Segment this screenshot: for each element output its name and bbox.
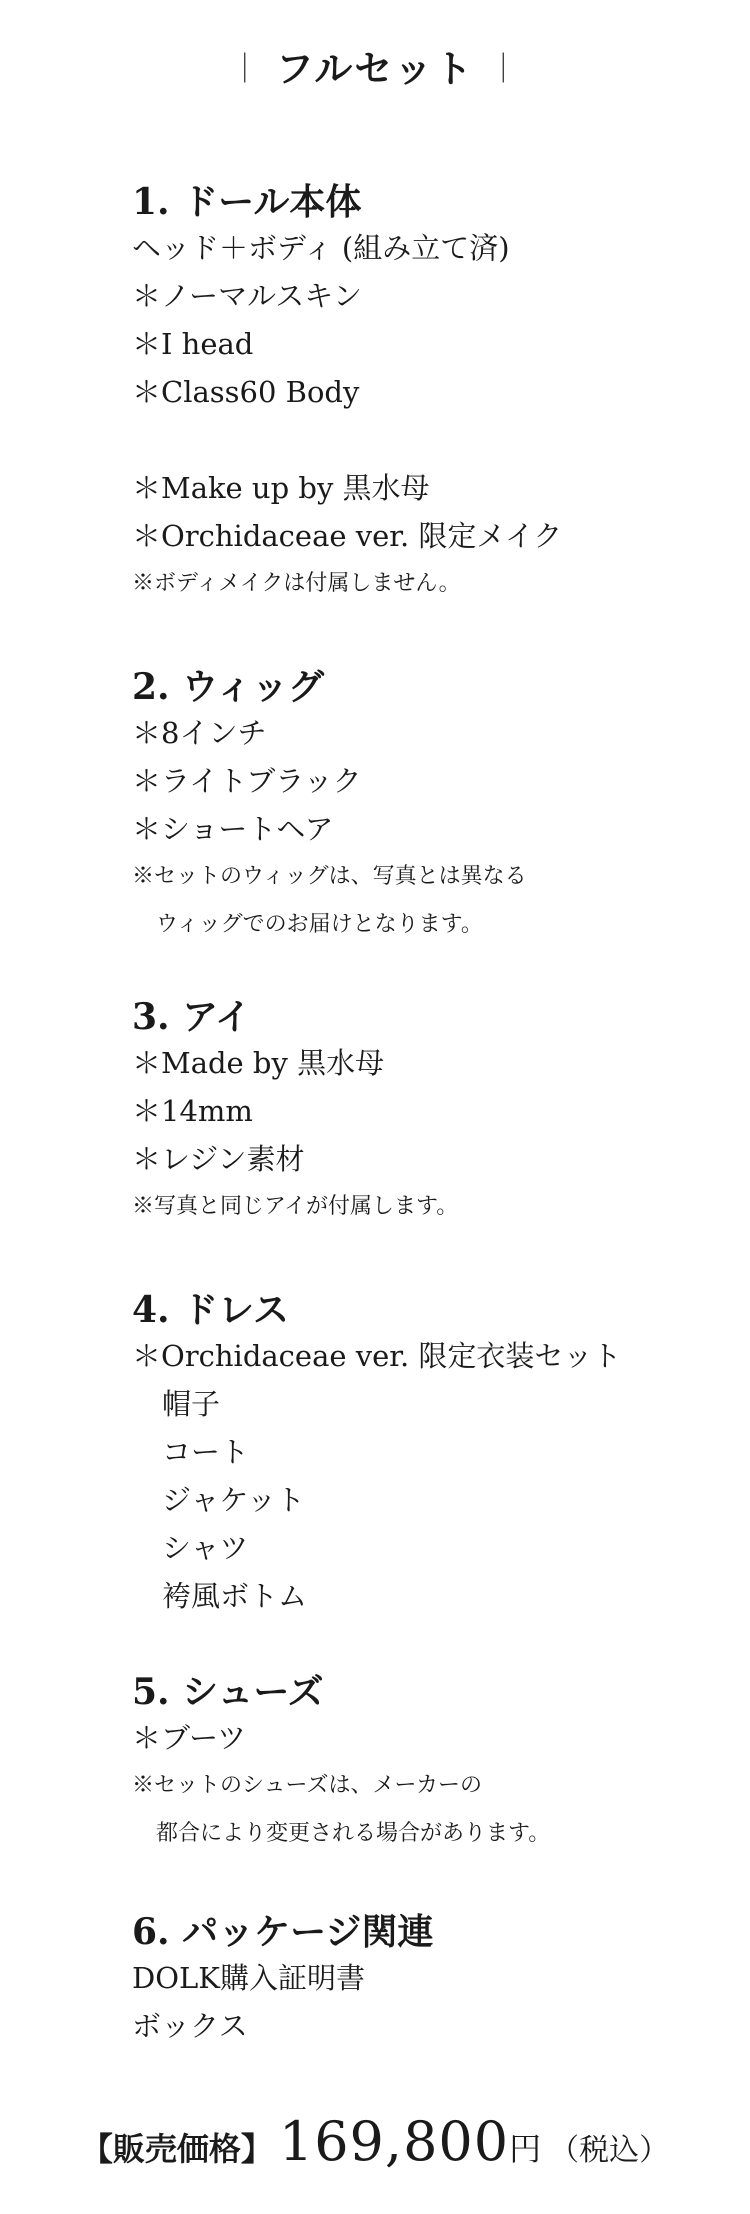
section-heading: 6. パッケージ関連 [132, 1911, 434, 1953]
spec-line: シャツ [162, 1531, 249, 1565]
price-currency: 円 [509, 2130, 542, 2168]
spec-line: 帽子 [162, 1387, 221, 1421]
spec-note: ウィッグでのお届けとなります。 [156, 912, 483, 937]
spec-note: ※写真と同じアイが付属します。 [132, 1194, 459, 1219]
section-shoes [132, 1670, 550, 1858]
spec-line: コート [162, 1435, 250, 1469]
spec-line: ボックス [132, 2009, 248, 2043]
title-bar-right: ｜ [488, 52, 521, 87]
spacer [132, 416, 562, 464]
section-heading: 4. ドレス [132, 1289, 290, 1331]
spec-note: 都合により変更される場合があります。 [156, 1821, 551, 1846]
spec-line: ヘッド＋ボディ (組み立て済) [132, 231, 510, 265]
spec-line: ＊8インチ [132, 716, 267, 750]
section-wig [132, 665, 527, 949]
spec-note: ※セットのシューズは、メーカーの [132, 1773, 483, 1798]
spec-line: ＊ブーツ [132, 1721, 246, 1755]
section-doll-body [132, 180, 562, 608]
section-heading: 3. アイ [132, 996, 251, 1038]
spec-note: ※セットのウィッグは、写真とは異なる [132, 864, 527, 889]
spec-line: ＊Orchidaceae ver. 限定衣装セット [132, 1339, 622, 1373]
price-block [0, 2110, 750, 2173]
spec-line: ＊Made by 黒水母 [132, 1046, 385, 1080]
spec-note: ※ボディメイクは付属しません。 [132, 571, 461, 596]
section-dress [132, 1288, 621, 1620]
spec-line: ＊ノーマルスキン [132, 279, 362, 313]
section-heading: 1. ドール本体 [132, 181, 362, 223]
spec-line: 袴風ボトム [162, 1579, 308, 1613]
spec-line: ＊ショートヘア [132, 812, 334, 846]
price-label: 【販売価格】 [80, 2130, 273, 2168]
spec-line: ジャケット [162, 1483, 305, 1517]
spec-line: ＊14mm [132, 1094, 253, 1128]
section-heading: 2. ウィッグ [132, 666, 324, 708]
page-title [0, 38, 750, 93]
spec-line: ＊I head [132, 327, 254, 361]
section-eyes [132, 995, 458, 1231]
spec-line: DOLK購入証明書 [132, 1961, 365, 1995]
section-package [132, 1910, 433, 2050]
price-amount: 169,800 [278, 2110, 510, 2173]
spec-line: ＊Class60 Body [132, 375, 360, 409]
spec-line: ＊レジン素材 [132, 1142, 305, 1176]
title-bar-left: ｜ [229, 52, 262, 87]
spec-line: ＊Orchidaceae ver. 限定メイク [132, 519, 563, 553]
spec-line: ＊ライトブラック [132, 764, 362, 798]
spec-line: ＊Make up by 黒水母 [132, 471, 430, 505]
title-text: フルセット [275, 46, 475, 91]
price-tax-note: （税込） [549, 2133, 670, 2168]
section-heading: 5. シューズ [132, 1671, 324, 1713]
